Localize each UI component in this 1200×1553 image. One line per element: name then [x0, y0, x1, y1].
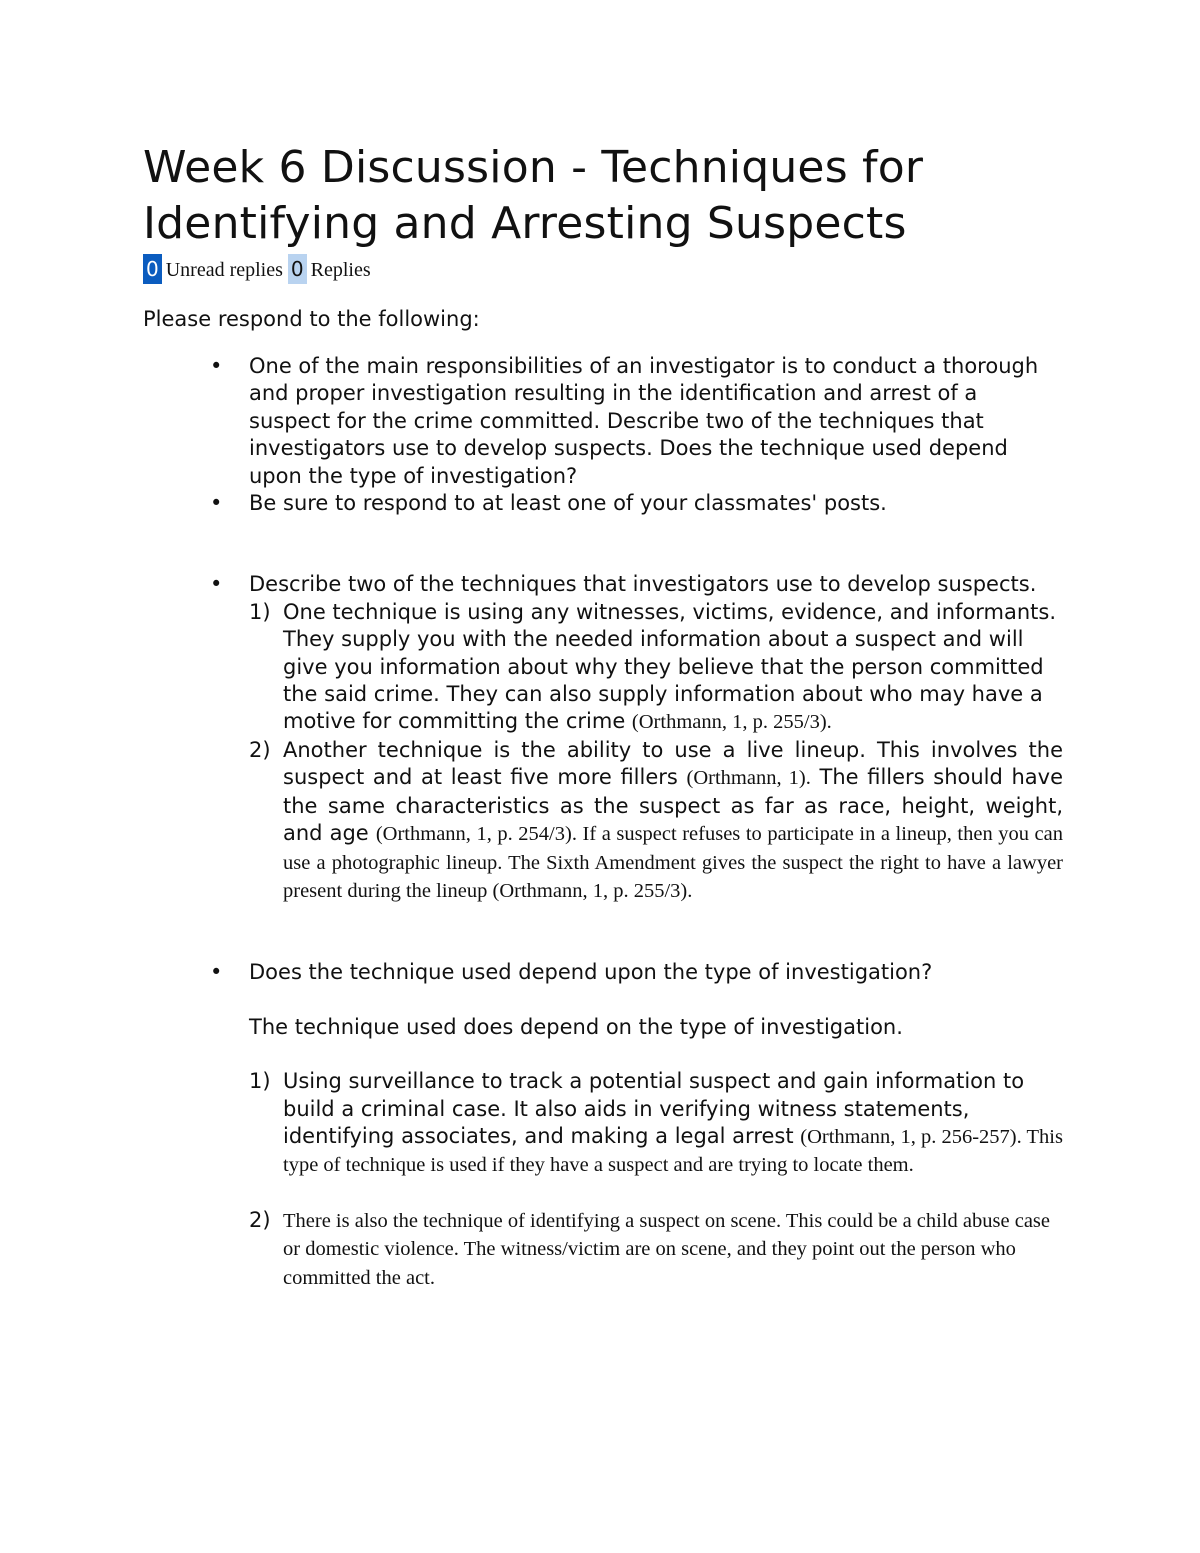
citation: (Orthmann, 1).: [686, 767, 811, 790]
answer-section-1: [143, 571, 1063, 905]
unread-replies-label: Unread replies: [165, 259, 283, 281]
citation: (Orthmann, 1, p. 256-257). This type of technique is used if they have a suspect and are trying to locate them.: [283, 1125, 1063, 1177]
bullet-icon: •: [210, 572, 223, 597]
item-number: 1): [249, 599, 271, 624]
technique-list: [249, 1068, 1063, 1292]
reply-counts: [143, 254, 1063, 285]
prompt-text: Be sure to respond to at least one of your classmates' posts.: [249, 491, 887, 516]
technique-item: [249, 1207, 1063, 1292]
citation: (Orthmann, 1, p. 254/3). If a suspect refuses to participate in a lineup, then you can use a photographic lineup. The Sixth Amendment gives the suspect the right to have a lawyer present during the lineup (Orthmann, 1, p. 255/3).: [283, 823, 1063, 902]
technique-item: [249, 599, 1063, 737]
answer-question-item: [143, 571, 1063, 905]
bullet-icon: •: [210, 960, 223, 985]
unread-count-badge[interactable]: 0: [143, 254, 162, 284]
page-title: [143, 140, 1063, 252]
document-page: [143, 140, 1063, 1292]
answer-question: Does the technique used depend upon the type of investigation?: [249, 960, 933, 985]
bullet-icon: •: [210, 491, 223, 516]
prompt-intro: Please respond to the following:: [143, 307, 480, 331]
title-line-2: Identifying and Arresting Suspects: [143, 198, 907, 249]
replies-label: Replies: [310, 259, 371, 281]
technique-text: One technique is using any witnesses, victims, evidence, and informants. They supply you with the needed information about a suspect and will give you information about why they believe that the person committed the said crime. They can also supply information about who may have a motive for committing the crime: [283, 599, 1057, 734]
prompt-item: [143, 490, 1063, 517]
item-number: 2): [249, 737, 271, 762]
technique-text: There is also the technique of identifying a suspect on scene. This could be a child abuse case or domestic violence. The witness/victim are on scene, and they point out the person who committed the act.: [283, 1209, 1050, 1289]
replies-count-badge[interactable]: 0: [288, 254, 307, 284]
technique-text: The fillers should have the same characteristics as the suspect as far as race, height, weight, and age: [283, 765, 1064, 846]
prompt-item: [143, 353, 1063, 490]
prompt-list: [143, 353, 1063, 517]
technique-item: [249, 737, 1063, 905]
item-number: 2): [249, 1207, 271, 1232]
citation: (Orthmann, 1, p. 255/3).: [631, 711, 832, 734]
answer-question: Describe two of the techniques that investigators use to develop suspects.: [249, 572, 1037, 597]
prompt-text: One of the main responsibilities of an investigator is to conduct a thorough and proper investigation resulting in the identification and arrest of a suspect for the crime committed. Describe two of the techniques that investigators use to develop suspects. Does the technique used depend upon the type of investigation?: [249, 354, 1039, 488]
item-number: 1): [249, 1069, 271, 1094]
title-line-1: Week 6 Discussion - Techniques for: [143, 142, 924, 193]
technique-text: Another technique is the ability to use a live lineup. This involves the suspect and at least five more fillers: [283, 737, 1063, 790]
bullet-icon: •: [210, 354, 223, 378]
technique-text: Using surveillance to track a potential suspect and gain information to build a criminal case. It also aids in verifying witness statements, identifying associates, and making a legal arrest: [283, 1069, 1025, 1148]
technique-list: [249, 599, 1063, 905]
answer-section-2: [143, 959, 1063, 1292]
technique-item: [249, 1068, 1063, 1180]
answer-question-item: [143, 959, 1063, 1292]
answer-statement: The technique used does depend on the type of investigation.: [249, 1014, 903, 1039]
